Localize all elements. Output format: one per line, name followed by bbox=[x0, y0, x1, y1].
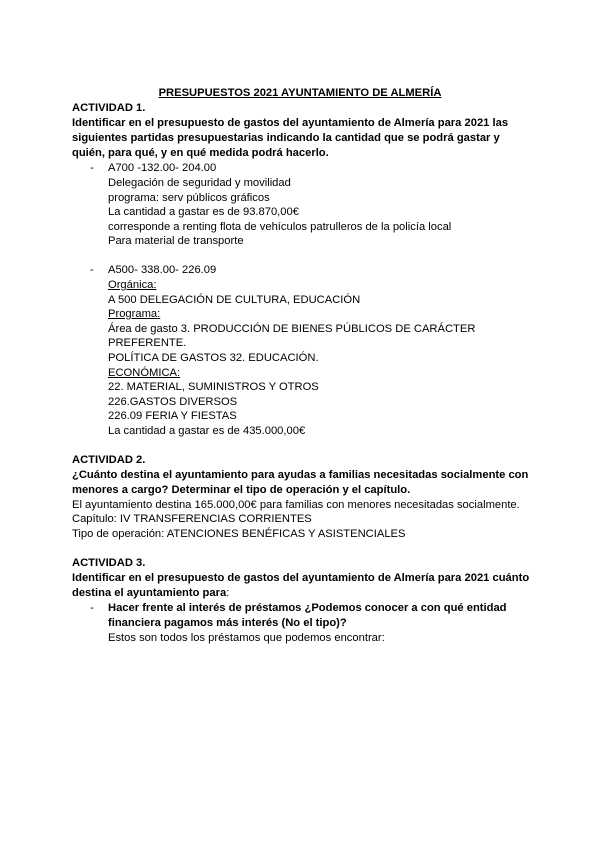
activity-3-bullet-line: Hacer frente al interés de préstamos ¿Podemos conocer a con qué entidad bbox=[108, 602, 507, 614]
detail-line: programa: serv públicos gráficos bbox=[108, 192, 270, 204]
activity-2-question-line: ¿Cuánto destina el ayuntamiento para ayudas a familias necesitadas socialmente con bbox=[72, 469, 529, 481]
programa-line: Área de gasto 3. PRODUCCIÓN DE BIENES PÚBLICOS DE CARÁCTER bbox=[108, 323, 476, 335]
economica-line: 226.09 FERIA Y FIESTAS bbox=[108, 410, 237, 422]
economica-line: 22. MATERIAL, SUMINISTROS Y OTROS bbox=[108, 381, 319, 393]
activity-1-question-line: quién, para qué, y en qué medida podrá hacerlo. bbox=[72, 147, 329, 159]
activity-3-bullet-line: financiera pagamos más interés (No el tipo)? bbox=[108, 617, 347, 629]
activity-3-question-line: Identificar en el presupuesto de gastos del ayuntamiento de Almería para 2021 cuánto bbox=[72, 572, 530, 584]
detail-line: corresponde a renting flota de vehículos patrulleros de la policía local bbox=[108, 221, 452, 233]
activity-3-question-line: destina el ayuntamiento para: bbox=[72, 587, 230, 599]
bullet-dash: - bbox=[90, 602, 94, 614]
detail-line: Para material de transporte bbox=[108, 235, 244, 247]
programa-label: Programa: bbox=[108, 308, 161, 320]
programa-line: PREFERENTE. bbox=[108, 337, 187, 349]
economica-label: ECONÓMICA: bbox=[108, 367, 181, 379]
economica-line: La cantidad a gastar es de 435.000,00€ bbox=[108, 425, 306, 437]
activity-2-heading: ACTIVIDAD 2. bbox=[72, 454, 146, 466]
activity-1-question-line: Identificar en el presupuesto de gastos del ayuntamiento de Almería para 2021 las bbox=[72, 117, 509, 129]
budget-code: A500- 338.00- 226.09 bbox=[108, 264, 217, 276]
document-title: PRESUPUESTOS 2021 AYUNTAMIENTO DE ALMERÍA bbox=[158, 87, 442, 99]
organica-value: A 500 DELEGACIÓN DE CULTURA, EDUCACIÓN bbox=[108, 294, 361, 306]
bullet-dash: - bbox=[90, 162, 94, 174]
activity-1-heading: ACTIVIDAD 1. bbox=[72, 102, 146, 114]
activity-2-answer-line: Capítulo: IV TRANSFERENCIAS CORRIENTES bbox=[72, 513, 312, 525]
activity-1-question-line: siguientes partidas presupuestarias indicando la cantidad que se podrá gastar y bbox=[72, 132, 500, 144]
detail-line: Delegación de seguridad y movilidad bbox=[108, 177, 291, 189]
activity-2-answer-line: El ayuntamiento destina 165.000,00€ para familias con menores necesitadas socialmente. bbox=[72, 499, 520, 511]
budget-code: A700 -132.00- 204.00 bbox=[108, 162, 217, 174]
activity-2-answer-line: Tipo de operación: ATENCIONES BENÉFICAS Y ASISTENCIALES bbox=[72, 528, 406, 540]
activity-3-heading: ACTIVIDAD 3. bbox=[72, 557, 146, 569]
detail-line: La cantidad a gastar es de 93.870,00€ bbox=[108, 206, 299, 218]
organica-label: Orgánica: bbox=[108, 279, 157, 291]
programa-line: POLÍTICA DE GASTOS 32. EDUCACIÓN. bbox=[108, 352, 319, 364]
bullet-dash: - bbox=[90, 264, 94, 276]
economica-line: 226.GASTOS DIVERSOS bbox=[108, 396, 238, 408]
activity-3-answer-line: Estos son todos los préstamos que podemos encontrar: bbox=[108, 632, 385, 644]
activity-2-question-line: menores a cargo? Determinar el tipo de operación y el capítulo. bbox=[72, 484, 411, 496]
